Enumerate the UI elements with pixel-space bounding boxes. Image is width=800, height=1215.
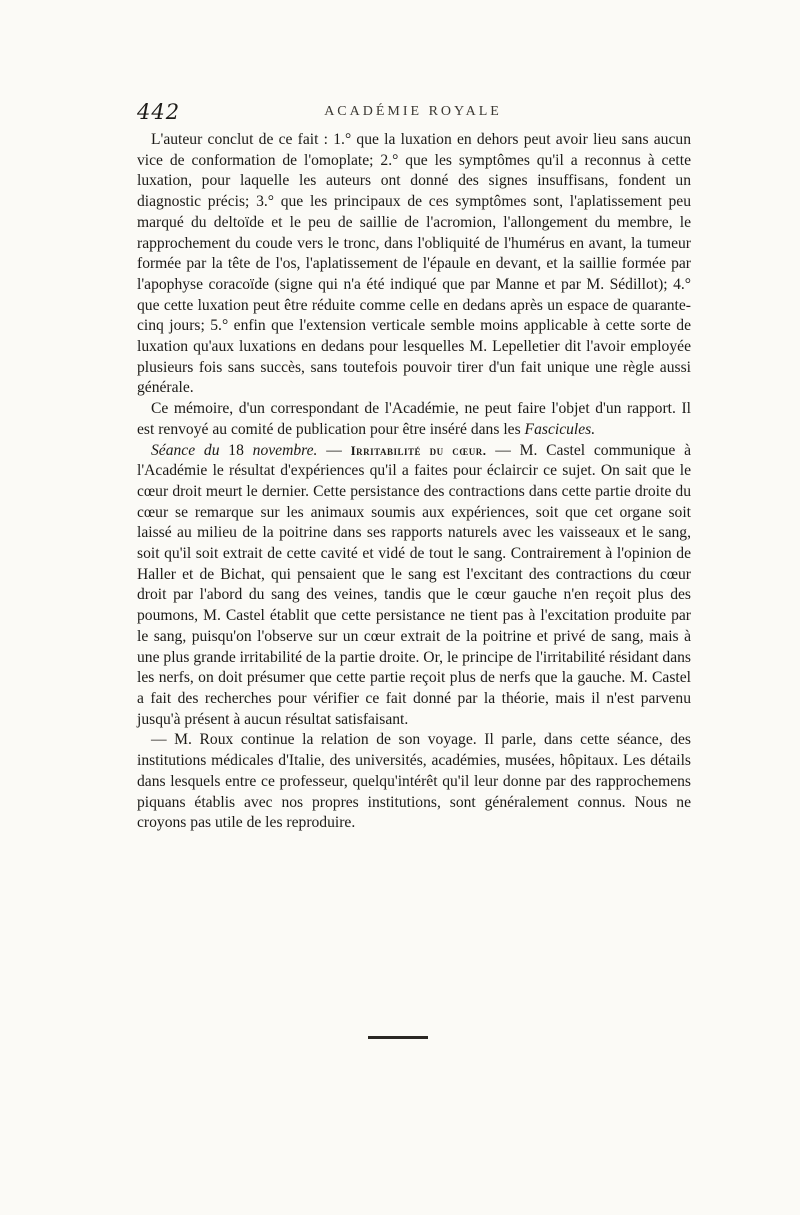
page-header — [137, 100, 689, 124]
running-head: ACADÉMIE ROYALE — [324, 104, 502, 119]
paragraph-roux: — M. Roux continue la relation de son voyage. Il parle, dans cette séance, des institutions médicales d'Italie, des universités, académies, musées, hôpitaux. Les détails dans lesquels entre ce professeur, quelqu'intérêt qu'il leur donne par des rapprochemens piquans établis avec nos propres institutions, sont généralement connus. Nous ne croyons pas utile de les reproduire. — [137, 731, 691, 832]
seance-dash: — — [317, 441, 351, 459]
seance-month: novembre. — [252, 441, 318, 459]
fascicules-title: Fascicules. — [524, 420, 596, 438]
paragraph-memoire-text: Ce mémoire, d'un correspondant de l'Académie, ne peut faire l'objet d'un rapport. Il est renvoyé au comité de publication pour être inséré dans les — [137, 400, 691, 438]
page-number: 442 — [137, 100, 181, 124]
seance-label: Séance du — [151, 441, 220, 459]
paragraph-seance-text: — M. Castel communique à l'Académie le résultat d'expériences qu'il a faites pour éclaircir ce sujet. On sait que le cœur droit meurt le dernier. Cette persistance des contractions dans cette partie droite du cœur se remarque sur les animaux soumis aux expériences, soit que cet organe soit laissé au milieu de la poitrine dans ses rapports naturels avec les vaisseaux et le sang, soit qu'il soit extrait de cette cavité et vidé de tout le sang. Contrairement à l'opinion de Haller et de Bichat, qui pensaient que le sang est l'excitant des contractions du cœur droit par l'abord du sang des veines, tandis que le cœur gauche n'en reçoit plus des poumons, M. Castel établit que cette persistance ne tient pas à l'excitation produite par le sang, puisqu'on l'observe sur un cœur extrait de la poitrine et privé de sang, mais à une plus grande irritabilité de la partie droite. Or, le principe de l'irritabilité résidant dans les nerfs, on doit présumer que cette partie reçoit plus de nerfs que la gauche. M. Castel a fait des recherches pour vérifier ce fait donné par la théorie, mais il n'est parvenu jusqu'à présent à aucun résultat satisfaisant. — [137, 441, 691, 728]
paragraph-memoire — [137, 399, 691, 440]
paragraph-seance — [137, 441, 691, 731]
seance-date: 18 — [219, 441, 253, 459]
section-heading: Irritabilité du cœur. — [350, 442, 487, 458]
body-text — [137, 130, 691, 834]
section-rule — [368, 1036, 428, 1039]
paragraph-conclusions: L'auteur conclut de ce fait : 1.° que la luxation en dehors peut avoir lieu sans aucun vice de conformation de l'omoplate; 2.° que les symptômes qu'il a reconnus à cette luxation, pour laquelle les auteurs ont donné des signes insuffisans, fondent un diagnostic précis; 3.° que les principaux de ces symptômes sont, l'aplatissement peu marqué du deltoïde et le peu de saillie de l'acromion, l'allongement du membre, le rapprochement du coude vers le tronc, dans l'obliquité de l'humérus en avant, la tumeur formée par la tête de l'os, l'aplatissement de l'épaule en devant, et la saillie formée par l'apophyse coracoïde (signe qui n'a été indiqué que par Manne et par M. Sédillot); 4.° que cette luxation peut être réduite comme celle en dedans après un espace de quarante-cinq jours; 5.° enfin que l'extension verticale semble moins applicable à cette sorte de luxation qu'aux luxations en dedans pour lesquelles M. Lepelletier dit l'avoir employée plusieurs fois sans succès, sans toutefois pouvoir tirer d'un fait unique une règle aussi générale. — [137, 131, 691, 397]
